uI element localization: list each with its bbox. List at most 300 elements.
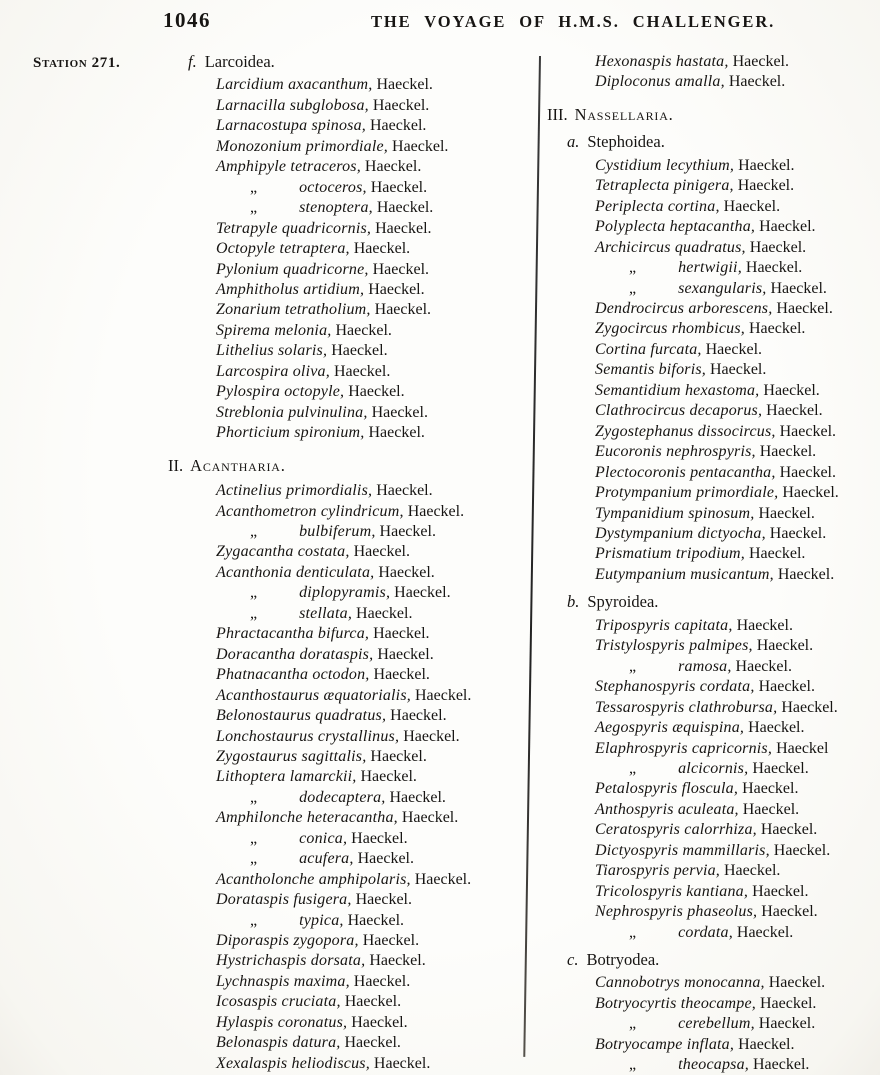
species-author: Haeckel. (340, 993, 402, 1011)
species-author: Haeckel. (755, 218, 816, 236)
subsection-name: Botryodea. (586, 950, 660, 970)
species-name: Clathrocircus decaporus, (595, 402, 763, 420)
species-row (168, 423, 530, 443)
species-author: Haeckel. (778, 484, 839, 502)
species-name: diplopyramis, (299, 584, 391, 602)
species-row (547, 677, 879, 697)
species-row (168, 890, 530, 910)
species-row (547, 759, 879, 779)
species-name: Elaphrospyris capricornis, (595, 739, 773, 757)
species-author: Haeckel. (748, 759, 809, 777)
species-author: Haeckel. (373, 645, 434, 663)
species-row (547, 238, 879, 258)
species-author: Haeckel. (369, 666, 430, 684)
species-name: Zygocircus rhombicus, (595, 320, 745, 338)
species-name: Archicircus quadratus, (595, 238, 746, 256)
species-row (168, 321, 530, 341)
species-row (547, 401, 879, 421)
species-name: Hylaspis coronatus, (216, 1013, 348, 1031)
species-name: Dystympanium dictyocha, (595, 524, 766, 542)
species-author: Haeckel. (762, 402, 823, 420)
species-name: octoceros, (299, 178, 367, 196)
species-row (547, 1035, 879, 1055)
species-row (168, 362, 530, 382)
species-author: Haeckel. (340, 1034, 401, 1052)
species-name: theocapsa, (678, 1056, 749, 1074)
species-row (547, 902, 879, 922)
species-name: Periplecta cortina, (595, 197, 720, 215)
species-author: Haeckel. (397, 809, 459, 827)
subsection-heading (547, 592, 879, 612)
species-row (168, 382, 530, 402)
species-author: Haeckel. (349, 240, 411, 258)
ditto-mark: „ (629, 759, 637, 777)
ditto-mark: „ (629, 1056, 637, 1074)
species-name: Spirema melonia, (216, 321, 332, 339)
species-name: Acantholonche amphipolaris, (216, 870, 411, 888)
right-column (547, 52, 879, 1075)
species-author: Haeckel. (733, 177, 795, 195)
species-row (547, 565, 879, 585)
species-author: Haeckel. (720, 862, 781, 880)
species-row (168, 829, 530, 849)
species-name: Phractacantha bifurca, (216, 625, 370, 643)
species-author: Haeckel. (366, 117, 427, 135)
species-author: Haeckel. (734, 156, 795, 174)
species-name: Prismatium tripodium, (595, 545, 745, 563)
species-author: Haeckel. (754, 1015, 816, 1033)
ditto-mark: „ (250, 178, 258, 196)
species-row (547, 463, 879, 483)
species-row (168, 75, 530, 95)
species-author: Haeckel. (344, 383, 405, 401)
species-author: Haeckel. (410, 686, 472, 704)
species-row (547, 422, 879, 442)
species-row (168, 911, 530, 931)
species-name: stenoptera, (299, 199, 373, 217)
species-author: Haeckel. (732, 616, 793, 634)
species-name: Tetraplecta pinigera, (595, 177, 734, 195)
species-author: Haeckel. (352, 604, 413, 622)
species-author: Haeckel. (360, 158, 422, 176)
species-name: Tympanidium spinosum, (595, 504, 755, 522)
species-author: Haeckel. (365, 952, 426, 970)
species-author: Haeckel. (368, 260, 430, 278)
species-row (168, 1033, 530, 1053)
species-row (547, 381, 879, 401)
species-name: Protympanium primordiale, (595, 484, 779, 502)
species-author: Haeckel. (356, 768, 417, 786)
species-row (547, 279, 879, 299)
species-row (168, 157, 530, 177)
section-heading (168, 456, 530, 476)
species-name: Phorticium spironium, (216, 424, 365, 442)
species-name: Icosaspis cruciata, (216, 993, 341, 1011)
species-row (547, 217, 879, 237)
species-name: Belonaspis datura, (216, 1034, 341, 1052)
subsection-letter: f. (188, 52, 197, 71)
species-author: Haeckel. (745, 545, 806, 563)
ditto-mark: „ (250, 584, 258, 602)
species-name: Cystidium lecythium, (595, 156, 735, 174)
species-author: Haeckel. (748, 1056, 810, 1074)
station-margin-note: Station 271. (33, 55, 121, 71)
subsection-name: Stephoidea. (587, 132, 665, 152)
species-author: Haeckel. (731, 657, 792, 675)
species-row (547, 176, 879, 196)
species-row (168, 116, 530, 136)
species-row (547, 340, 879, 360)
species-name: Eutympanium musicantum, (595, 565, 774, 583)
species-name: Tristylospyris palmipes, (595, 637, 753, 655)
subsection-name: Larcoidea. (204, 52, 275, 71)
species-name: alcicornis, (678, 759, 749, 777)
species-row (168, 198, 530, 218)
species-author: Haeckel. (745, 238, 807, 256)
species-name: Larnacilla subglobosa, (216, 96, 369, 114)
species-row (547, 258, 879, 278)
species-name: typica, (299, 911, 344, 929)
subsection-heading (547, 950, 879, 970)
species-author: Haeckel. (756, 994, 817, 1012)
species-author: Haeckel. (366, 747, 427, 765)
species-row (168, 239, 530, 259)
species-author: Haeckel. (741, 259, 803, 277)
species-author: Haeckel. (752, 637, 814, 655)
species-author: Haeckel. (369, 1054, 431, 1072)
species-name: Tiarospyris pervia, (595, 862, 720, 880)
species-row (168, 604, 530, 624)
species-row (168, 137, 530, 157)
species-row (547, 923, 879, 943)
ditto-mark: „ (250, 911, 258, 929)
species-row (547, 779, 879, 799)
species-name: Pylonium quadricorne, (216, 260, 369, 278)
species-row (168, 767, 530, 787)
species-row (168, 665, 530, 685)
ditto-mark: „ (250, 850, 258, 868)
species-row (547, 861, 879, 881)
species-name: Amphipyle tetraceros, (216, 158, 361, 176)
species-name: Tessarospyris clathrobursa, (595, 698, 778, 716)
species-row (547, 994, 879, 1014)
species-name: Monozonium primordiale, (216, 137, 389, 155)
species-row (168, 300, 530, 320)
species-name: cerebellum, (678, 1015, 755, 1033)
species-author: Haeckel. (351, 891, 412, 909)
species-name: Actinelius primordialis, (216, 482, 373, 500)
species-author: Haeckel. (327, 342, 388, 360)
species-row (547, 820, 879, 840)
species-row (547, 544, 879, 564)
species-row (168, 522, 530, 542)
species-row (168, 645, 530, 665)
species-author: Haeckel. (754, 678, 815, 696)
ditto-mark: „ (629, 657, 637, 675)
species-name: Semantis biforis, (595, 361, 706, 379)
species-name: Hexonaspis hastata, (595, 53, 729, 70)
species-row (168, 481, 530, 501)
species-name: Diploconus amalla, (595, 73, 725, 91)
species-author: Haeckel. (372, 482, 433, 500)
species-row (168, 219, 530, 239)
species-name: bulbiferum, (299, 522, 376, 540)
species-author: Haeckel. (375, 522, 436, 540)
species-row (547, 319, 879, 339)
species-name: Lonchostaurus crystallinus, (216, 727, 400, 745)
section-numeral: II. (168, 455, 184, 475)
species-name: acufera, (299, 850, 354, 868)
species-author: Haeckel. (403, 502, 465, 520)
species-author: Haeckel (772, 739, 829, 757)
species-author: Haeckel. (374, 563, 435, 581)
species-name: Xexalaspis heliodiscus, (216, 1054, 370, 1072)
species-row (547, 504, 879, 524)
species-author: Haeckel. (744, 719, 805, 737)
species-row (547, 841, 879, 861)
species-author: Haeckel. (705, 361, 767, 379)
species-name: Larcidium axacanthum, (216, 76, 373, 94)
species-author: Haeckel. (756, 821, 818, 839)
species-row (547, 698, 879, 718)
species-name: Semantidium hexastoma, (595, 381, 760, 399)
species-name: Streblonia pulvinulina, (216, 403, 368, 421)
species-name: Hystrichaspis dorsata, (216, 952, 366, 970)
species-author: Haeckel. (364, 424, 425, 442)
species-name: dodecaptera, (299, 788, 386, 806)
species-row (547, 616, 879, 636)
species-name: Phatnacantha octodon, (216, 666, 370, 684)
species-name: sexangularis, (678, 279, 767, 297)
species-name: Nephrospyris phaseolus, (595, 903, 758, 921)
species-row (168, 341, 530, 361)
species-name: Doracantha dorataspis, (216, 645, 374, 663)
species-author: Haeckel. (757, 903, 818, 921)
species-row (547, 72, 879, 92)
species-author: Haeckel. (372, 199, 434, 217)
species-name: Larcospira oliva, (216, 362, 330, 380)
species-row (547, 882, 879, 902)
species-name: Botryocyrtis theocampe, (595, 994, 756, 1012)
species-author: Haeckel. (347, 1013, 408, 1031)
species-row (168, 788, 530, 808)
species-name: Tetrapyle quadricornis, (216, 219, 372, 237)
species-author: Haeckel. (385, 788, 446, 806)
species-row (547, 973, 879, 993)
species-row (168, 624, 530, 644)
species-name: Lithoptera lamarckii, (216, 768, 357, 786)
species-name: hertwigii, (678, 259, 742, 277)
species-name: Plectocoronis pentacantha, (595, 463, 776, 481)
species-name: Stephanospyris cordata, (595, 678, 755, 696)
ditto-mark: „ (629, 923, 637, 941)
species-name: Zonarium tetratholium, (216, 301, 371, 319)
species-row (168, 280, 530, 300)
species-row (168, 972, 530, 992)
species-name: Lithelius solaris, (216, 342, 328, 360)
species-author: Haeckel. (765, 524, 827, 542)
species-row (547, 52, 879, 72)
species-author: Haeckel. (772, 299, 833, 317)
species-row (547, 718, 879, 738)
species-name: Tripospyris capitata, (595, 616, 733, 634)
species-author: Haeckel. (766, 279, 827, 297)
species-author: Haeckel. (754, 504, 815, 522)
species-author: Haeckel. (390, 584, 451, 602)
species-row (168, 931, 530, 951)
species-row (168, 403, 530, 423)
species-author: Haeckel. (764, 974, 826, 992)
subsection-letter: b. (567, 592, 580, 612)
species-name: Acanthometron cylindricum, (216, 502, 404, 520)
species-author: Haeckel. (728, 53, 789, 70)
species-author: Haeckel. (372, 76, 433, 94)
species-author: Haeckel. (734, 1035, 795, 1053)
species-name: cordata, (678, 923, 733, 941)
species-name: Anthospyris aculeata, (595, 800, 739, 818)
species-row (168, 563, 530, 583)
species-name: Botryocampe inflata, (595, 1035, 735, 1053)
species-author: Haeckel. (769, 841, 831, 859)
species-author: Haeckel. (738, 780, 799, 798)
species-row (547, 657, 879, 677)
species-name: Diporaspis zygopora, (216, 932, 359, 950)
species-name: Ceratospyris calorrhiza, (595, 821, 757, 839)
species-author: Haeckel. (331, 321, 392, 339)
species-row (168, 727, 530, 747)
species-name: Acanthostaurus æquatorialis, (216, 686, 411, 704)
species-name: Cannobotrys monocanna, (595, 974, 765, 992)
species-row (547, 483, 879, 503)
species-name: Larnacostupa spinosa, (216, 117, 366, 135)
ditto-mark: „ (629, 279, 637, 297)
species-row (168, 849, 530, 869)
subsection-heading (168, 52, 530, 72)
species-name: Dendrocircus arborescens, (595, 299, 773, 317)
species-author: Haeckel. (347, 829, 408, 847)
ditto-mark: „ (629, 1015, 637, 1033)
species-row (547, 524, 879, 544)
species-row (168, 1054, 530, 1074)
species-name: Octopyle tetraptera, (216, 240, 350, 258)
left-column (168, 52, 530, 1074)
species-name: Dictyospyris mammillaris, (595, 841, 770, 859)
species-row (547, 360, 879, 380)
subsection-heading (547, 132, 879, 152)
species-row (168, 1013, 530, 1033)
species-row (547, 299, 879, 319)
species-author: Haeckel. (367, 403, 428, 421)
species-author: Haeckel. (738, 800, 800, 818)
species-author: Haeckel. (755, 443, 817, 461)
species-name: Cortina furcata, (595, 340, 702, 358)
ditto-mark: „ (250, 199, 258, 217)
species-row (168, 808, 530, 828)
species-name: Amphilonche heteracantha, (216, 809, 398, 827)
species-name: conica, (299, 829, 348, 847)
species-author: Haeckel. (368, 96, 430, 114)
species-name: Polyplecta heptacantha, (595, 218, 756, 236)
species-name: Amphitholus artidium, (216, 280, 365, 298)
species-name: Dorataspis fusigera, (216, 891, 352, 909)
species-row (168, 706, 530, 726)
species-row (168, 992, 530, 1012)
species-author: Haeckel. (364, 280, 425, 298)
ditto-mark: „ (250, 829, 258, 847)
species-author: Haeckel. (358, 932, 420, 950)
species-author: Haeckel. (386, 707, 447, 725)
species-author: Haeckel. (410, 870, 472, 888)
ditto-mark: „ (250, 522, 258, 540)
ditto-mark: „ (250, 788, 258, 806)
species-row (168, 747, 530, 767)
species-author: Haeckel. (399, 727, 460, 745)
section-heading (547, 105, 879, 125)
species-author: Haeckel. (775, 422, 837, 440)
species-author: Haeckel. (759, 381, 820, 399)
species-author: Haeckel. (744, 320, 806, 338)
species-author: Haeckel. (349, 543, 410, 561)
species-author: Haeckel. (349, 972, 411, 990)
species-row (547, 1014, 879, 1034)
species-name: Zygacantha costata, (216, 543, 350, 561)
section-name: Nassellaria. (574, 104, 674, 124)
species-name: ramosa, (678, 657, 732, 675)
species-row (547, 156, 879, 176)
species-row (168, 951, 530, 971)
species-name: Tricolospyris kantiana, (595, 882, 749, 900)
species-author: Haeckel. (701, 340, 763, 358)
page-number: 1046 (163, 8, 211, 32)
species-row (168, 583, 530, 603)
species-author: Haeckel. (353, 850, 414, 868)
species-name: Eucoronis nephrospyris, (595, 443, 756, 461)
species-name: Pylospira octopyle, (216, 383, 345, 401)
subsection-name: Spyroidea. (587, 592, 659, 612)
section-name: Acantharia. (190, 455, 286, 475)
species-author: Haeckel. (775, 463, 836, 481)
species-name: stellata, (299, 604, 353, 622)
ditto-mark: „ (250, 604, 258, 622)
ditto-mark: „ (629, 259, 637, 277)
subsection-letter: c. (567, 950, 579, 970)
species-author: Haeckel. (369, 625, 430, 643)
species-row (547, 800, 879, 820)
species-row (168, 178, 530, 198)
species-row (168, 96, 530, 116)
species-name: Petalospyris floscula, (595, 780, 739, 798)
species-row (168, 502, 530, 522)
subsection-letter: a. (567, 132, 580, 152)
species-author: Haeckel. (329, 362, 391, 380)
section-numeral: III. (547, 104, 568, 124)
species-author: Haeckel. (371, 219, 432, 237)
species-author: Haeckel. (366, 178, 428, 196)
species-name: Acanthonia denticulata, (216, 563, 375, 581)
species-name: Zygostephanus dissocircus, (595, 422, 776, 440)
species-row (547, 636, 879, 656)
species-row (547, 442, 879, 462)
species-author: Haeckel. (777, 698, 838, 716)
species-author: Haeckel. (748, 882, 809, 900)
species-row (547, 739, 879, 759)
species-row (168, 686, 530, 706)
species-author: Haeckel. (343, 911, 405, 929)
species-name: Lychnaspis maxima, (216, 972, 350, 990)
species-row (547, 197, 879, 217)
species-author: Haeckel. (388, 137, 449, 155)
running-title: THE VOYAGE OF H.M.S. CHALLENGER. (371, 12, 776, 31)
